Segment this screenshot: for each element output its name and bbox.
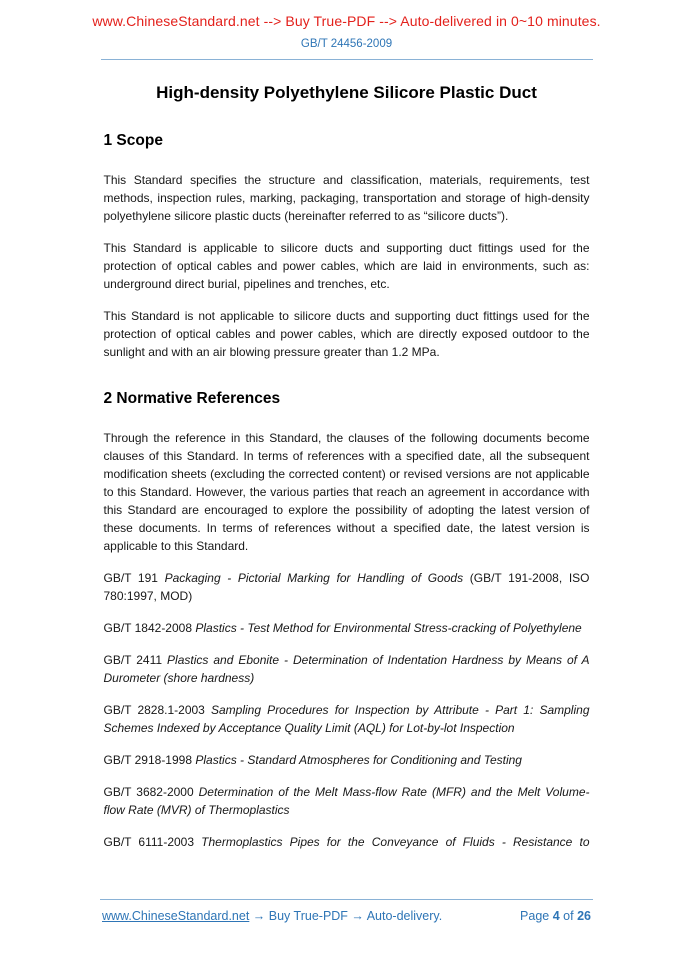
reference-item bbox=[104, 569, 590, 605]
header-promo-banner: www.ChineseStandard.net --> Buy True-PDF --> Auto-delivered in 0~10 minutes. bbox=[92, 13, 601, 29]
reference-code: GB/T 2918-1998 bbox=[103, 753, 196, 767]
reference-title: Packaging - Pictorial Marking for Handling of Goods bbox=[164, 571, 464, 585]
reference-code: GB/T 6111-2003 bbox=[103, 835, 202, 849]
page-footer bbox=[100, 899, 593, 923]
section-heading-normative-references: 2 Normative References bbox=[103, 390, 281, 407]
reference-title: Plastics and Ebonite - Determination of Indentation Hardness by Means of A Durometer (shore hardness) bbox=[103, 653, 590, 685]
reference-title: Plastics - Test Method for Environmental Stress-cracking of Polyethylene bbox=[195, 621, 582, 635]
reference-title: Plastics - Standard Atmospheres for Conditioning and Testing bbox=[195, 753, 522, 767]
footer-website-link[interactable]: www.ChineseStandard.net bbox=[102, 909, 250, 923]
reference-code: GB/T 3682-2000 bbox=[103, 785, 199, 799]
reference-code: GB/T 1842-2008 bbox=[103, 621, 196, 635]
reference-item bbox=[104, 651, 590, 687]
reference-title: Sampling Procedures for Inspection by Attribute - Part 1: Sampling Schemes Indexed by Acceptance Quality Limit (AQL) for Lot-by-lot Inspection bbox=[103, 703, 590, 735]
page-indicator bbox=[520, 909, 591, 923]
reference-code: GB/T 191 bbox=[103, 571, 165, 585]
document-title: High-density Polyethylene Silicore Plastic Duct bbox=[156, 83, 537, 102]
reference-title: Determination of the Melt Mass-flow Rate (MFR) and the Melt Volume-flow Rate (MVR) of Thermoplastics bbox=[103, 785, 590, 817]
reference-item bbox=[104, 833, 590, 851]
footer-promo bbox=[102, 909, 442, 923]
reference-item bbox=[104, 619, 590, 637]
section-heading-scope: 1 Scope bbox=[103, 132, 163, 149]
footer-delivery-text: → Buy True-PDF → Auto-delivery. bbox=[249, 909, 443, 923]
standard-number: GB/T 24456-2009 bbox=[300, 38, 393, 50]
scope-paragraph: This Standard is applicable to silicore ducts and supporting duct fittings used for the protection of optical cables and power cables, which are laid in environments, such as: underground direct burial, pipelines and trenches, etc. bbox=[103, 241, 590, 291]
scope-paragraph: This Standard is not applicable to silicore ducts and supporting duct fittings used for the protection of optical cables and power cables, which are directly exposed outdoor to the sunlight and with an air blowing pressure greater than 1.2 MPa. bbox=[103, 309, 590, 359]
document-body bbox=[104, 132, 590, 851]
page-label: Page bbox=[520, 909, 550, 923]
reference-item bbox=[104, 751, 590, 769]
of-label: of bbox=[563, 909, 574, 923]
page-number: 4 bbox=[552, 909, 560, 923]
reference-title: Thermoplastics Pipes for the Conveyance of Fluids - Resistance to bbox=[201, 835, 590, 849]
reference-item bbox=[104, 701, 590, 737]
reference-suffix: (GB/T 191-2008, ISO 780:1997, MOD) bbox=[103, 571, 590, 603]
reference-item bbox=[104, 783, 590, 819]
reference-code: GB/T 2411 bbox=[103, 653, 168, 667]
page-total: 26 bbox=[577, 909, 591, 923]
header-divider bbox=[101, 59, 593, 60]
scope-paragraph: This Standard specifies the structure and classification, materials, requirements, test methods, inspection rules, marking, packaging, transportation and storage of high-density polyethylene silicore plastic ducts (hereinafter referred to as “silicore ducts”). bbox=[103, 173, 590, 223]
reference-code: GB/T 2828.1-2003 bbox=[103, 703, 211, 717]
normative-references-paragraph: Through the reference in this Standard, the clauses of the following documents become clauses of this Standard. In terms of references with a specified date, all the subsequent modification sheets (excluding the corrected content) or revised versions are not applicable to this Standard. However, the various parties that reach an agreement in accordance with this Standard are encouraged to explore the possibility of adopting the latest version of these documents. In terms of references without a specified date, the latest version is applicable to this Standard. bbox=[103, 431, 590, 553]
